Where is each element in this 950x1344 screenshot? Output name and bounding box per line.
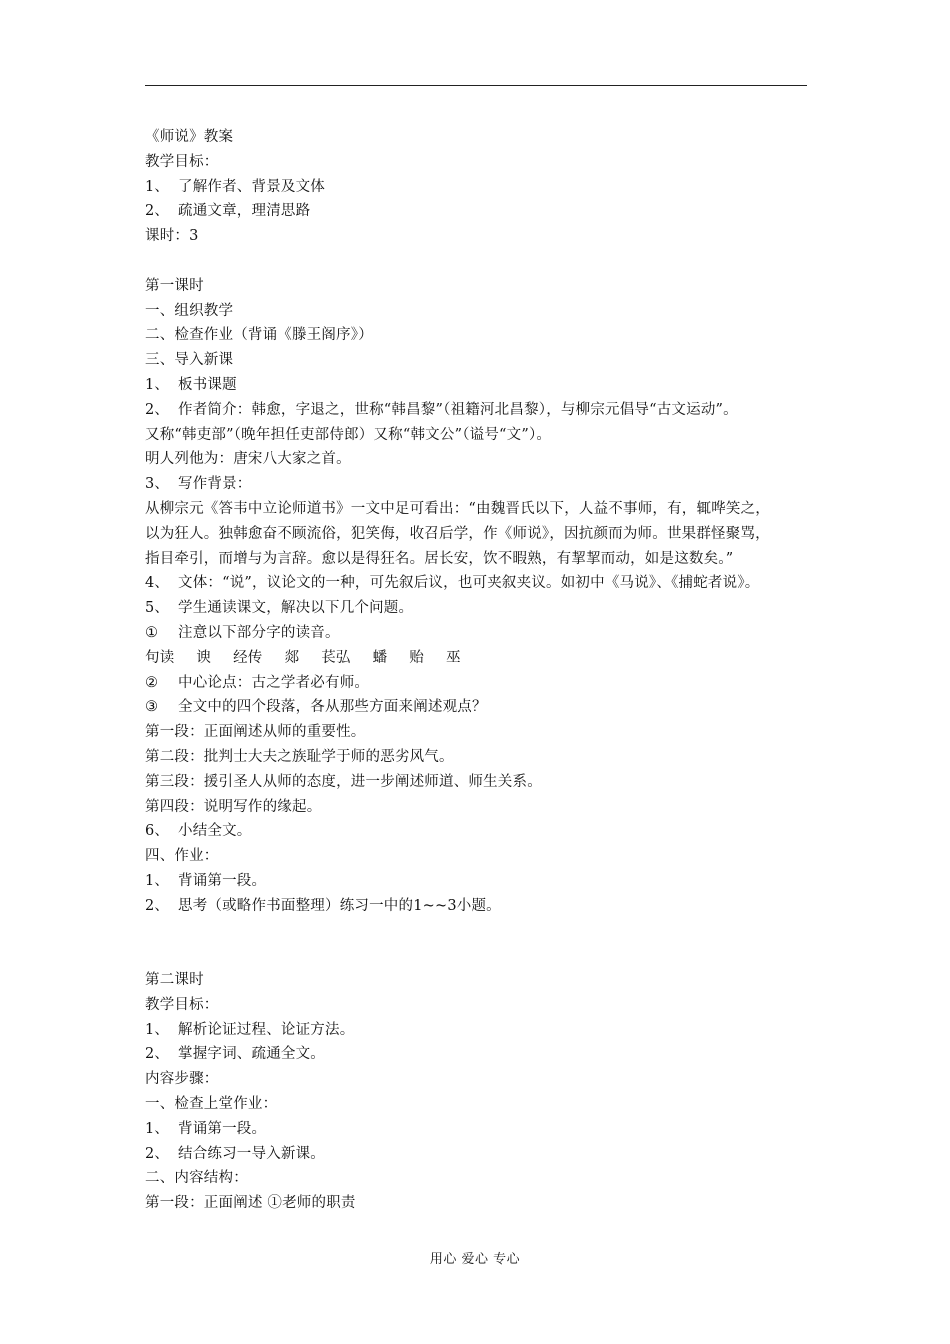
line-number: 2、	[145, 897, 170, 914]
pronunciation-word: 贻	[409, 649, 425, 666]
text-line: 二、内容结构：	[145, 1170, 248, 1187]
pronunciation-word: 苌弘	[321, 649, 351, 666]
text-line: 课时：3	[145, 228, 199, 245]
numbered-line	[145, 869, 817, 894]
numbered-line	[145, 175, 817, 200]
line-number: 3、	[145, 476, 170, 493]
line-number: 2、	[145, 203, 170, 220]
section-part1	[145, 150, 817, 646]
line-number: 4、	[145, 575, 170, 592]
numbered-line	[145, 472, 817, 497]
numbered-line	[145, 1018, 817, 1043]
line-number: 5、	[145, 600, 170, 617]
text-line: 一、组织教学	[145, 302, 234, 319]
text-line: 第一段：正面阐述 ①老师的职责	[145, 1195, 356, 1212]
text-line: 从柳宗元《答韦中立论师道书》一文中足可看出：“由魏晋氏以下，人益不事师，有，辄哗笑之，	[145, 500, 771, 517]
line-text: 思考（或略作书面整理）练习一中的1~~3小题。	[178, 897, 501, 914]
text-line: 第一课时	[145, 277, 204, 294]
line-number: 2、	[145, 401, 170, 418]
document-body	[145, 125, 817, 1216]
line-text: 掌握字词、疏通全文。	[178, 1046, 325, 1063]
line-text: 结合练习一导入新课。	[178, 1145, 325, 1162]
line-text: 背诵第一段。	[178, 872, 267, 889]
line-text: 中心论点：古之学者必有师。	[178, 674, 370, 691]
line-text: 作者简介：韩愈，字退之，世称“韩昌黎”（祖籍河北昌黎），与柳宗元倡导“古文运动”。	[178, 401, 738, 418]
text-line: 三、导入新课	[145, 352, 234, 369]
line-number: 1、	[145, 872, 170, 889]
text-line: 第四段：说明写作的缘起。	[145, 798, 322, 815]
text-line: 第二段：批判士大夫之族耻学于师的恶劣风气。	[145, 748, 454, 765]
line-number: ①	[145, 624, 159, 641]
numbered-line	[145, 398, 817, 423]
line-text: 小结全文。	[178, 823, 252, 840]
numbered-line	[145, 1042, 817, 1067]
line-text: 疏通文章，理清思路	[178, 203, 311, 220]
blank-line	[145, 249, 817, 274]
text-line: 明人列他为：唐宋八大家之首。	[145, 451, 351, 468]
numbered-line	[145, 671, 817, 696]
text-line: 第三段：援引圣人从师的态度，进一步阐述师道、师生关系。	[145, 773, 542, 790]
numbered-line	[145, 1142, 817, 1167]
line-text: 背诵第一段。	[178, 1120, 267, 1137]
numbered-line	[145, 621, 817, 646]
line-text: 板书课题	[178, 376, 237, 393]
numbered-line	[145, 695, 817, 720]
line-number: 1、	[145, 1120, 170, 1137]
document-title: 《师说》教案	[145, 129, 234, 145]
line-text: 文体：“说”，议论文的一种，可先叙后议，也可夹叙夹议。如初中《马说》、《捕蛇者说》。	[178, 575, 760, 592]
line-text: 学生通读课文，解决以下几个问题。	[178, 600, 414, 617]
pronunciation-word: 谀	[196, 649, 212, 666]
pronunciation-word-row	[145, 646, 817, 671]
line-number: 1、	[145, 376, 170, 393]
blank-lines	[145, 919, 817, 969]
text-line: 以为狂人。独韩愈奋不顾流俗，犯笑侮，收召后学，作《师说》，因抗颜而为师。世果群怪聚骂，	[145, 525, 770, 542]
numbered-line	[145, 199, 817, 224]
line-number: 2、	[145, 1145, 170, 1162]
line-number: 1、	[145, 1021, 170, 1038]
line-number: ③	[145, 699, 159, 716]
numbered-line	[145, 1117, 817, 1142]
line-number: ②	[145, 674, 159, 691]
line-number: 6、	[145, 823, 170, 840]
pronunciation-word: 句读	[145, 649, 175, 666]
numbered-line	[145, 894, 817, 919]
pronunciation-word: 经传	[233, 649, 263, 666]
text-line: 一、检查上堂作业：	[145, 1096, 278, 1113]
line-number: 1、	[145, 178, 170, 195]
pronunciation-word: 郯	[284, 649, 300, 666]
text-line: 教学目标：	[145, 153, 219, 170]
numbered-line	[145, 819, 817, 844]
text-line: 二、检查作业（背诵《滕王阁序》）	[145, 327, 373, 344]
text-line: 第二课时	[145, 972, 204, 989]
pronunciation-word: 巫	[446, 649, 461, 666]
text-line: 四、作业：	[145, 848, 219, 865]
line-text: 全文中的四个段落，各从那些方面来阐述观点？	[178, 699, 487, 716]
numbered-line	[145, 596, 817, 621]
line-text: 了解作者、背景及文体	[178, 178, 325, 195]
line-text: 解析论证过程、论证方法。	[178, 1021, 355, 1038]
section-part2	[145, 671, 817, 1217]
line-text: 注意以下部分字的读音。	[178, 624, 340, 641]
line-number: 2、	[145, 1046, 170, 1063]
line-text: 写作背景：	[178, 476, 252, 493]
numbered-line	[145, 571, 817, 596]
text-line: 又称“韩吏部”（晚年担任吏部侍郎）又称“韩文公”（谥号“文”）。	[145, 426, 552, 443]
text-line: 教学目标：	[145, 996, 219, 1013]
page-footer: 用心 爱心 专心	[429, 1252, 521, 1267]
numbered-line	[145, 373, 817, 398]
text-line: 指目牵引，而增与为言辞。愈以是得狂名。居长安，饮不暇熟，有挈挈而动，如是这数矣。”	[145, 550, 734, 567]
header-rule	[145, 85, 807, 86]
text-line: 内容步骤：	[145, 1071, 219, 1088]
pronunciation-word: 蟠	[372, 649, 388, 666]
text-line: 第一段：正面阐述从师的重要性。	[145, 724, 366, 741]
